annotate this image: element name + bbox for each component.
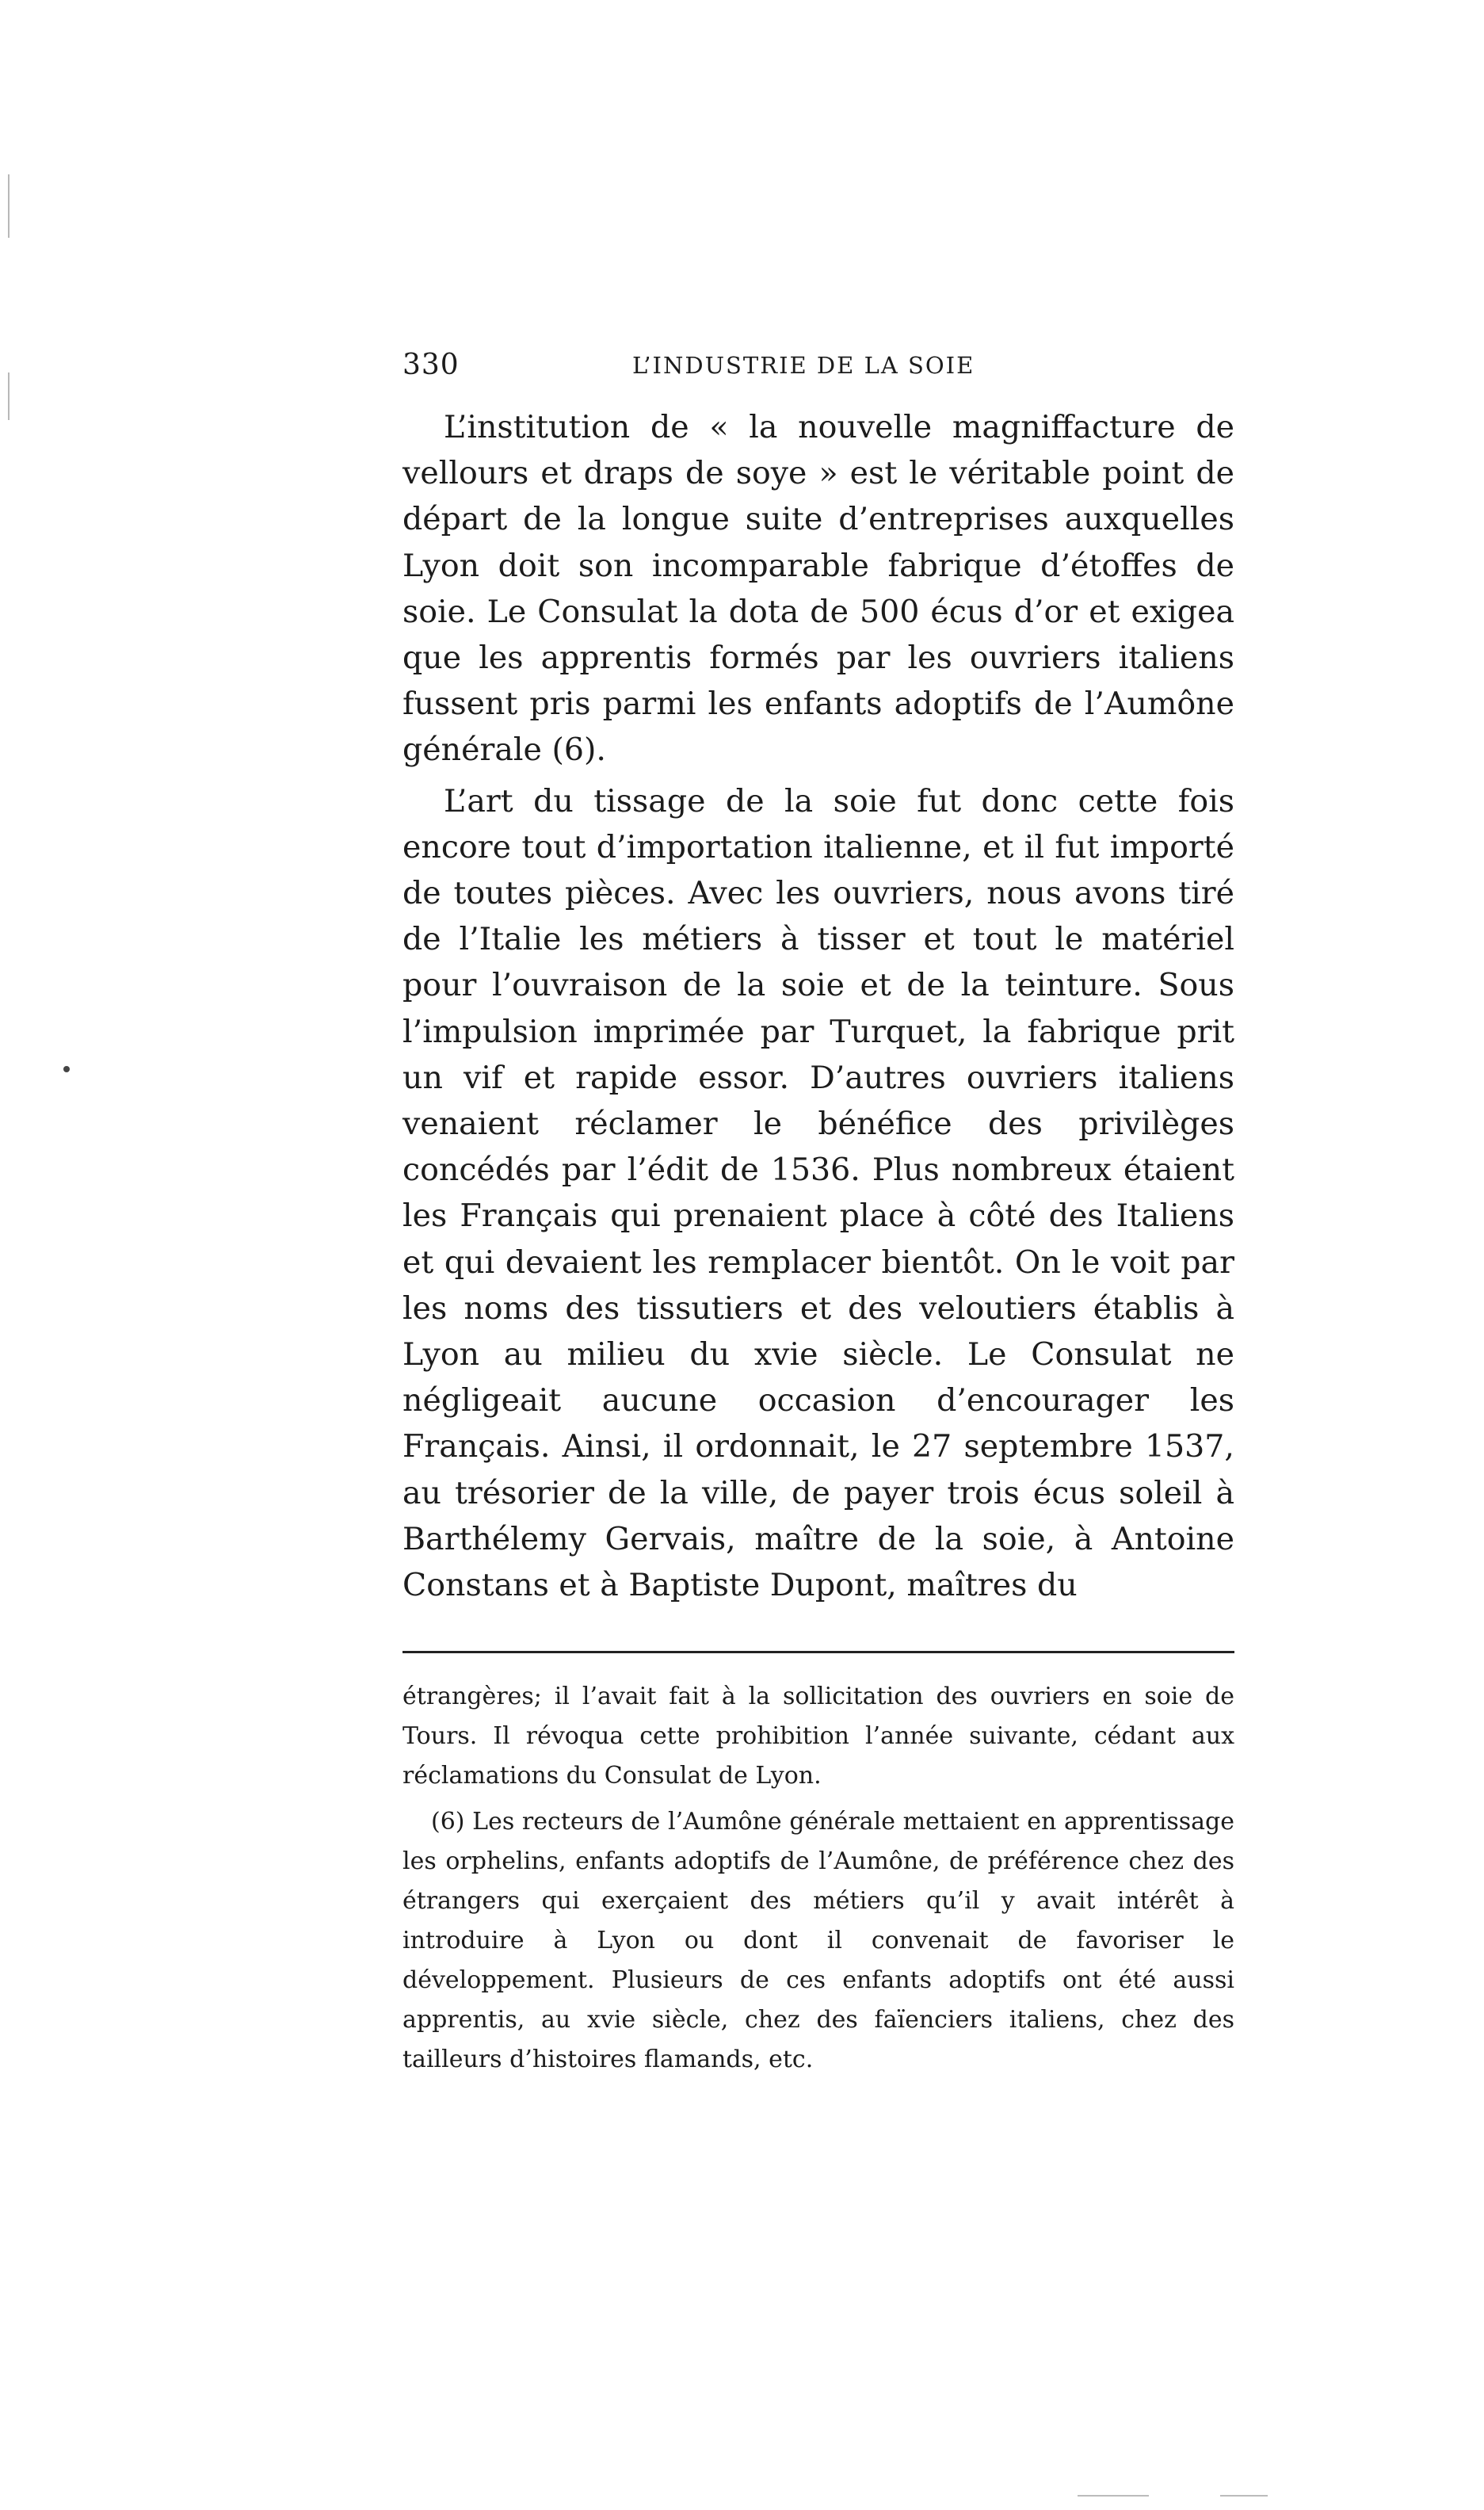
book-page [402,349,1234,2080]
page-number: 330 [402,349,460,381]
scan-bottom-line [1220,2495,1268,2497]
scan-dot [63,1066,70,1072]
footnote-rule [402,1651,1234,1653]
scan-margin-mark [8,174,10,238]
paragraph: L’institution de « la nouvelle magniffacture de vellours et draps de soye » est le véritable point de départ de la longue suite d’entreprises auxquelles Lyon doit son incomparable fabrique d’étoffes de soie. Le Consulat la dota de 500 écus d’or et exigea que les apprentis formés par les ouvriers italiens fussent pris parmi les enfants adoptifs de l’Aumône générale (6). [402,409,1234,769]
scan-bottom-line [1078,2495,1149,2497]
main-text [402,404,1234,1608]
footnote-6: (6) Les recteurs de l’Aumône générale mettaient en apprentissage les orphelins, enfants adoptifs de l’Aumône, de préférence chez des étrangers qui exerçaient des métiers qu’il y avait intérêt à introduire à Lyon ou dont il convenait de favoriser le développement. Plusieurs de ces enfants adoptifs ont été aussi apprentis, au xvie siècle, chez des faïenciers italiens, chez des tailleurs d’histoires flamands, etc. [402,1808,1234,2074]
running-head [402,349,1234,404]
scan-margin-mark [8,372,10,420]
running-title: L’INDUSTRIE DE LA SOIE [632,352,975,379]
footnotes [402,1677,1234,2080]
paragraph: L’art du tissage de la soie fut donc cette fois encore tout d’importation italienne, et il fut importé de toutes pièces. Avec les ouvriers, nous avons tiré de l’Italie les métiers à tisser et tout le matériel pour l’ouvraison de la soie et de la teinture. Sous l’impulsion imprimée par Turquet, la fabrique prit un vif et rapide essor. D’autres ouvriers italiens venaient réclamer le bénéfice des privilèges concédés par l’édit de 1536. Plus nombreux étaient les Français qui prenaient place à côté des Italiens et qui devaient les remplacer bientôt. On le voit par les noms des tissutiers et des veloutiers établis à Lyon au milieu du xvie siècle. Le Consulat ne négligeait aucune occasion d’encourager les Français. Ainsi, il ordonnait, le 27 septembre 1537, au trésorier de la ville, de payer trois écus soleil à Barthélemy Gervais, maître de la soie, à Antoine Constans et à Baptiste Dupont, maîtres du [402,782,1234,1604]
footnote-continuation: étrangères; il l’avait fait à la sollicitation des ouvriers en soie de Tours. Il révoqua cette prohibition l’année suivante, cédant aux réclamations du Consulat de Lyon. [402,1683,1234,1790]
